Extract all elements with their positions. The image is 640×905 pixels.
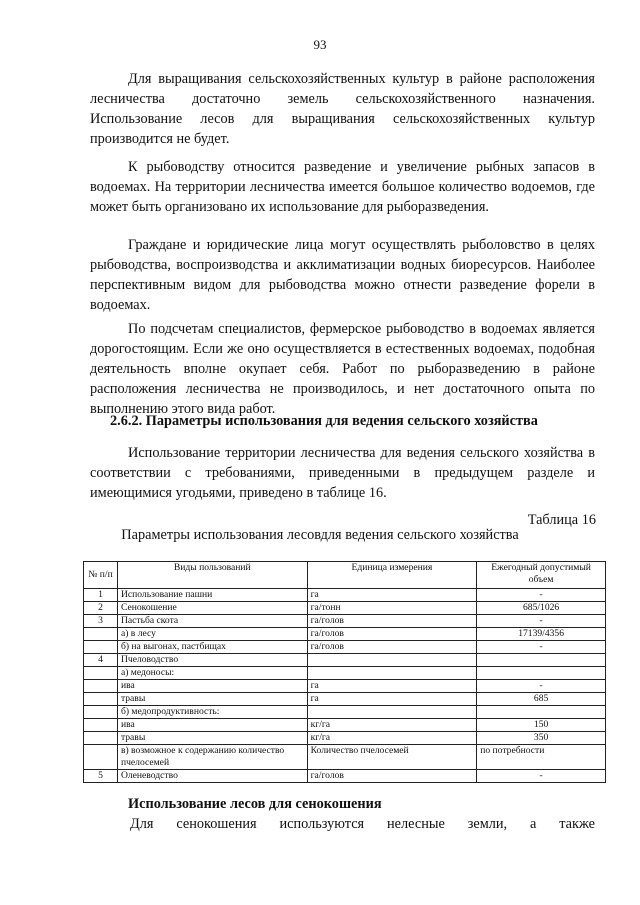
cell-usage-type: травы <box>117 732 307 745</box>
header-unit: Единица измерения <box>307 562 477 589</box>
cell-number: 3 <box>84 615 118 628</box>
cell-usage-type: а) медоносы: <box>117 667 307 680</box>
cell-unit: га/голов <box>307 615 477 628</box>
cell-annual-volume: 17139/4356 <box>477 628 606 641</box>
paragraph-text: По подсчетам специалистов, фермерское рыбоводство в водоемах является дорогостоящим. Если же оно осуществляется в естественных водоемах, подобная деятельность вполне окупает себя. Работ по рыборазведению в районе расположения лесничества не производилось, и нет достаточного опыта по выполнению этого вида работ. <box>90 321 595 417</box>
table-row <box>84 732 606 745</box>
cell-number <box>84 667 118 680</box>
cell-usage-type: Пастьба скота <box>117 615 307 628</box>
cell-number <box>84 641 118 654</box>
cell-annual-volume: 350 <box>477 732 606 745</box>
paragraph-agriculture <box>90 69 595 149</box>
header-annual-volume: Ежегодный допустимый объем <box>477 562 606 589</box>
cell-number <box>84 745 118 770</box>
cell-usage-type: ива <box>117 719 307 732</box>
cell-unit <box>307 667 477 680</box>
cell-usage-type: Пчеловодство <box>117 654 307 667</box>
cell-number <box>84 680 118 693</box>
cell-usage-type: б) на выгонах, пастбищах <box>117 641 307 654</box>
paragraph-haymaking: Для сенокошения используются нелесные земли, а также <box>130 816 595 832</box>
cell-annual-volume <box>477 654 606 667</box>
table-row <box>84 719 606 732</box>
parameters-table <box>83 561 606 783</box>
cell-annual-volume: 685 <box>477 693 606 706</box>
cell-usage-type: ива <box>117 680 307 693</box>
cell-annual-volume: - <box>477 615 606 628</box>
cell-usage-type: в) возможное к содержанию количество пчелосемей <box>117 745 307 770</box>
table-row <box>84 770 606 783</box>
table-row <box>84 745 606 770</box>
cell-number: 5 <box>84 770 118 783</box>
cell-unit: га <box>307 693 477 706</box>
paragraph-text: Граждане и юридические лица могут осуществлять рыболовство в целях рыбоводства, воспроизводства и акклиматизации водных биоресурсов. Наиболее перспективным видом для рыбоводства можно отнести разведение форели в водоемах. <box>90 237 595 313</box>
cell-usage-type: Использование пашни <box>117 589 307 602</box>
cell-annual-volume: - <box>477 641 606 654</box>
cell-annual-volume <box>477 667 606 680</box>
table-row <box>84 589 606 602</box>
table-header-row <box>84 562 606 589</box>
table-row <box>84 628 606 641</box>
table-row <box>84 615 606 628</box>
header-number: № п/п <box>84 562 118 589</box>
cell-unit: Количество пчелосемей <box>307 745 477 770</box>
cell-unit: га/голов <box>307 628 477 641</box>
cell-number: 1 <box>84 589 118 602</box>
paragraph-text: Использование территории лесничества для ведения сельского хозяйства в соответствии с требованиями, приведенными в предыдущем разделе и имеющимися угодьями, приведено в таблице 16. <box>90 445 595 501</box>
cell-number <box>84 719 118 732</box>
section-heading: 2.6.2. Параметры использования для ведения сельского хозяйства <box>110 413 538 429</box>
table-row <box>84 641 606 654</box>
cell-usage-type: Оленеводство <box>117 770 307 783</box>
cell-annual-volume: - <box>477 770 606 783</box>
cell-annual-volume <box>477 706 606 719</box>
cell-unit <box>307 654 477 667</box>
table-caption-number: Таблица 16 <box>527 512 596 528</box>
table-row <box>84 680 606 693</box>
cell-unit: га/голов <box>307 770 477 783</box>
cell-number <box>84 706 118 719</box>
page-number: 93 <box>313 37 327 52</box>
cell-number: 2 <box>84 602 118 615</box>
paragraph-fishing <box>90 235 595 315</box>
cell-unit: га/голов <box>307 641 477 654</box>
cell-usage-type: б) медопродуктивность: <box>117 706 307 719</box>
cell-number <box>84 732 118 745</box>
paragraph-text: К рыбоводству относится разведение и увеличение рыбных запасов в водоемах. На территории лесничества имеется большое количество водоемов, где может быть организовано их использование для рыборазведения. <box>90 159 595 215</box>
cell-usage-type: Сенокошение <box>117 602 307 615</box>
table-row <box>84 693 606 706</box>
cell-unit: кг/га <box>307 719 477 732</box>
cell-unit: кг/га <box>307 732 477 745</box>
table-row <box>84 706 606 719</box>
cell-number <box>84 628 118 641</box>
paragraph-fish-farming <box>90 157 595 217</box>
cell-number <box>84 693 118 706</box>
paragraph-text: Для выращивания сельскохозяйственных культур в районе расположения лесничества достаточно земель сельскохозяйственного назначения. Использование лесов для выращивания сельскохозяйственных культур производится не будет. <box>90 71 595 147</box>
cell-annual-volume: 685/1026 <box>477 602 606 615</box>
subsection-heading: Использование лесов для сенокошения <box>128 796 382 812</box>
table-caption-title: Параметры использования лесовдля ведения сельского хозяйства <box>121 527 519 543</box>
cell-unit: га <box>307 589 477 602</box>
cell-number: 4 <box>84 654 118 667</box>
cell-annual-volume: - <box>477 680 606 693</box>
table-row <box>84 602 606 615</box>
section-paragraph <box>90 443 595 503</box>
table-row <box>84 654 606 667</box>
cell-annual-volume: - <box>477 589 606 602</box>
cell-unit: га <box>307 680 477 693</box>
paragraph-costs <box>90 319 595 419</box>
cell-annual-volume: по потребности <box>477 745 606 770</box>
cell-usage-type: а) в лесу <box>117 628 307 641</box>
table-row <box>84 667 606 680</box>
cell-annual-volume: 150 <box>477 719 606 732</box>
header-usage-type: Виды пользований <box>117 562 307 589</box>
cell-unit: га/тонн <box>307 602 477 615</box>
cell-unit <box>307 706 477 719</box>
cell-usage-type: травы <box>117 693 307 706</box>
